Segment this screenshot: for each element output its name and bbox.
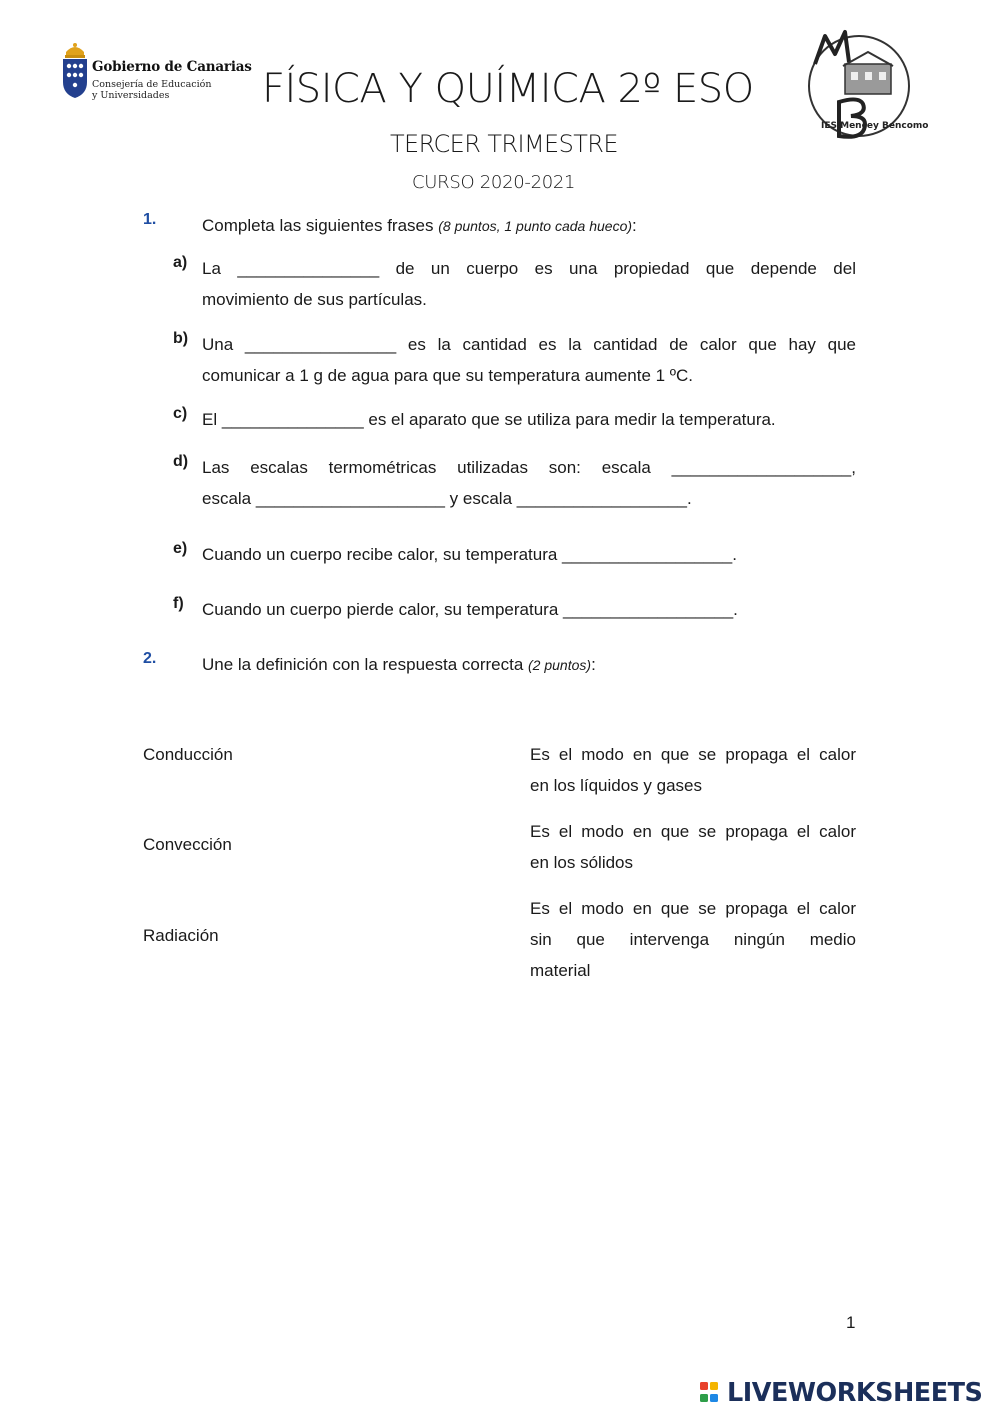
match-term-conveccion[interactable]: Convección	[143, 835, 232, 854]
item-d-letter: d)	[173, 453, 189, 470]
match-definition-liquids-gases[interactable]: Es el modo en que se propaga el calor en los líquidos y gases	[530, 745, 856, 795]
watermark-square-blue	[710, 1394, 718, 1402]
course-label: CURSO 2020-2021	[412, 172, 576, 193]
item-e-text: Cuando un cuerpo recibe calor, su temperatura __________________.	[202, 545, 737, 564]
item-b-letter: b)	[173, 330, 189, 347]
question-1-prompt: Completa las siguientes frases (8 puntos, 1 punto cada hueco):	[202, 216, 637, 235]
item-f-letter: f)	[173, 595, 184, 612]
watermark-text: LIVEWORKSHEETS	[727, 1378, 983, 1408]
watermark-square-yellow	[710, 1382, 718, 1390]
match-definition-solids[interactable]: Es el modo en que se propaga el calor en los sólidos	[530, 822, 856, 872]
item-c-letter: c)	[173, 405, 188, 422]
question-1-number: 1.	[143, 211, 157, 228]
item-e-letter: e)	[173, 540, 188, 557]
question-1-points: (8 puntos, 1 punto cada hueco)	[438, 218, 633, 234]
question-2-points: (2 puntos)	[528, 657, 592, 673]
coat-of-arms-icon	[60, 42, 90, 100]
item-c-text: El _______________ es el aparato que se utiliza para medir la temperatura.	[202, 410, 776, 429]
question-2-prompt: Une la definición con la respuesta correcta (2 puntos):	[202, 655, 596, 674]
page-subtitle: TERCER TRIMESTRE	[390, 130, 618, 158]
item-a-letter: a)	[173, 254, 188, 271]
match-term-radiacion[interactable]: Radiación	[143, 926, 219, 945]
logo-subtitle: Consejería de Educación y Universidades	[92, 79, 212, 101]
item-f-text: Cuando un cuerpo pierde calor, su temperatura __________________.	[202, 600, 738, 619]
match-term-conduccion[interactable]: Conducción	[143, 745, 233, 764]
school-logo	[805, 24, 929, 146]
watermark-square-red	[700, 1382, 708, 1390]
page-title: FÍSICA Y QUÍMICA 2º ESO	[262, 66, 754, 112]
page-number: 1	[846, 1313, 856, 1332]
match-definition-no-medium[interactable]: Es el modo en que se propaga el calor sin que intervenga ningún medio material	[530, 899, 856, 980]
item-b-text: Una ________________ es la cantidad es la cantidad de calor que hay que comunicar a 1 g de agua para que su temperatura aumente 1 ºC.	[202, 335, 856, 385]
question-2-number: 2.	[143, 650, 157, 667]
logo-title: Gobierno de Canarias	[92, 59, 252, 75]
item-a-text: La _______________ de un cuerpo es una propiedad que depende del movimiento de sus partículas.	[202, 259, 856, 309]
watermark-square-green	[700, 1394, 708, 1402]
gobierno-canarias-logo	[60, 42, 252, 102]
item-d-text: Las escalas termométricas utilizadas son: escala ___________________, escala ____________________ y escala __________________.	[202, 458, 856, 508]
school-logo-text: IES Mencey Bencomo	[821, 121, 929, 131]
